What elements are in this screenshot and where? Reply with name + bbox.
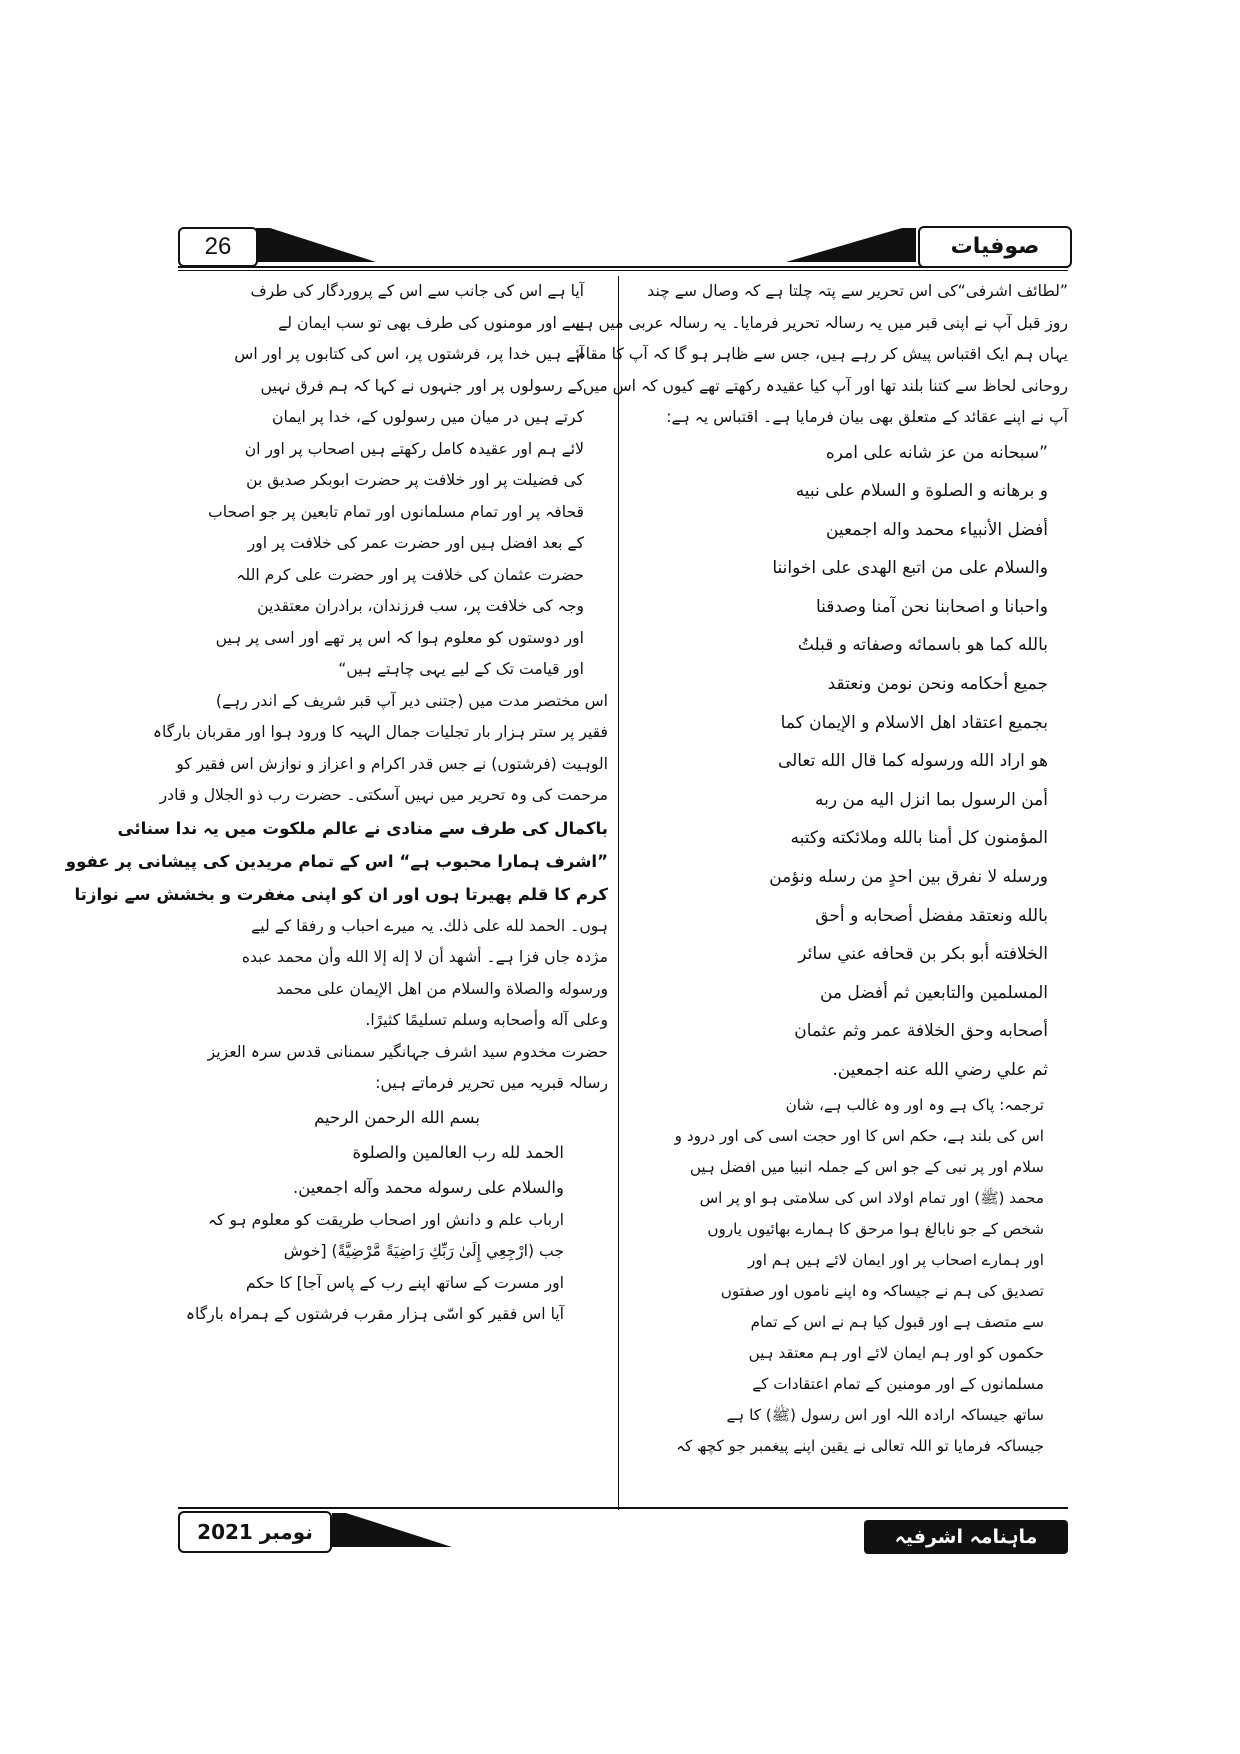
arabic-quote-line: ”سبحانه من عز شانه على امره [825,442,1048,463]
left-column [65,276,608,1331]
paragraph-line: کرتے ہیں در میان میں رسولوں کے، خدا پر ایمان [272,408,584,426]
section-title: صوفیات [918,226,1072,268]
paragraph-line: ارباب علم و دانش اور اصحاب طریقت کو معلوم ہو کہ [207,1210,564,1229]
translation-line: محمد (ﷺ) اور تمام اولاد اس کی سلامتی ہو او پر اس [699,1188,1044,1207]
paragraph-line: آیا ہے اس کی جانب سے اس کے پروردگار کی طرف [250,282,584,300]
page-number: 26 [178,227,258,267]
column-divider [618,276,619,1510]
paragraph-line: مرحمت کی وہ تحریر میں نہیں آسکتی۔ حضرت رب ذو الجلال و قادر [159,786,608,804]
arabic-quote-line: المسلمين والتابعين ثم أفضل من [819,982,1048,1003]
paragraph-line: آیا اس فقیر کو اسّی ہزار مقرب فرشتوں کے ہمراہ بارگاہ [185,1305,564,1323]
translation-line: ساتھ جیساکہ ارادہ اللہ اور اس رسول (ﷺ) کا ہے [726,1405,1044,1424]
paragraph-line: مژدہ جاں فزا ہے۔ أشهد أن لا إله إلا الله وأن محمد عبده [241,948,608,966]
arabic-quote-line: واحبانا و اصحابنا نحن آمنا وصدقنا [815,596,1048,617]
emphasized-line: باکمال کی طرف سے منادی نے عالم ملکوت میں یہ ندا سنائی [117,818,608,838]
paragraph-line: ہوں۔ الحمد لله على ذلك. یہ میرے احباب و رفقا کے لیے [251,916,608,935]
paragraph-line: سے اور مومنوں کی طرف بھی تو سب ایمان لے [278,313,584,332]
arabic-quote-line: بجميع اعتقاد اهل الاسلام و الإيمان كما [780,712,1048,733]
paragraph-line: قحافہ پر اور تمام مسلمانوں اور تمام تابعین پر جو اصحاب [208,502,584,521]
translation-line: سے متصف ہے اور قبول کیا ہم نے اس کے تمام [750,1312,1044,1331]
footer-left-arrow-icon [332,1513,452,1549]
emphasized-line: ”اشرف ہمارا محبوب ہے“ اس کے تمام مریدین کی پیشانی پر عفوو [65,851,608,871]
arabic-quote-line: ثم علي رضي الله عنه اجمعين. [832,1060,1048,1080]
translation-line: ترجمہ: پاک ہے وہ اور وہ غالب ہے، شان [785,1095,1044,1114]
paragraph-line: فقیر پر ستر ہزار بار تجلیات جمال الہیہ کا ورود ہوا اور مقربان بارگاہ [152,723,608,741]
arabic-quote-line: هو اراد الله ورسوله كما قال الله تعالى [777,751,1048,772]
footer-rule [178,1507,1068,1509]
header-rule-thin [178,270,1068,271]
arabic-quote-line: المؤمنون كل أمنا بالله وملائكته وكتبه [790,828,1048,849]
arabic-quote-line: جميع أحكامه ونحن نومن ونعتقد [827,674,1048,695]
translation-line: حکموں کو اور ہم ایمان لائے اور ہم معتقد ہیں [748,1343,1044,1362]
header-right-arrow-icon [786,228,916,264]
header-rule [178,266,1068,268]
translation-line: مسلمانوں کے اور مومنین کے تمام اعتقادات کے [752,1374,1044,1393]
issue-month: نومبر 2021 [178,1511,332,1553]
paragraph-line: آئے ہیں خدا پر، فرشتوں پر، اس کی کتابوں پر اور اس [234,345,584,363]
translation-line: اور ہمارے اصحاب پر اور ایمان لائے ہیں ہم اور [748,1250,1044,1269]
paragraph-line: وعلى آله وأصحابه وسلم تسليمًا كثيرًا. [365,1011,608,1029]
paragraph-line: رسالہ قبریہ میں تحریر فرماتے ہیں: [375,1074,608,1092]
translation-line: جیساکہ فرمایا تو اللہ تعالی نے یقین اپنے پیغمبر جو کچھ کہ [676,1436,1044,1455]
paragraph-line: وجہ کی خلافت پر، سب فرزندان، برادران معتقدین [257,597,584,615]
paragraph-line: کے بعد افضل ہیں اور حضرت عمر کی خلافت پر اور [247,534,584,552]
paragraph-line: الوہیت (فرشتوں) نے جس قدر اکرام و اعزاز و نوازش اس فقیر کو [176,754,608,773]
paragraph-line: حضرت مخدوم سید اشرف جہانگیر سمنانی قدس سرہ العزیز [207,1042,608,1061]
arabic-quote-line: أمن الرسول بما انزل اليه من ربه [814,789,1048,810]
paragraph-line: روحانی لحاظ سے کتنا بلند تھا اور آپ کیا عقیدہ رکھتے تھے کیوں کہ اس میں [582,376,1068,395]
arabic-quote-line: الخلافته أبو بكر بن قحافه عني سائر [798,944,1048,965]
arabic-quote-line: أفضل الأنبياء محمد واله اجمعين [825,519,1048,540]
paragraph-line: آپ نے اپنے عقائد کے متعلق بھی بیان فرمایا ہے۔ اقتباس یہ ہے: [666,408,1068,426]
emphasized-line: کرم کا قلم پھیرتا ہوں اور ان کو اپنی مغفرت و بخشش سے نوازتا [74,884,608,904]
paragraph-line: کی فضیلت پر اور خلافت پر حضرت ابوبکر صدیق بن [246,471,584,489]
arabic-quote-line: أصحابه وحق الخلافة عمر وثم عثمان [794,1021,1048,1042]
header-left-arrow-icon [256,228,376,264]
paragraph-line: لائے ہم اور عقیدہ کامل رکھتے ہیں اصحاب پر اور ان [244,439,584,458]
paragraph-line: جب (ارْجِعِي إِلَىٰ رَبِّكِ رَاضِيَةً مَّرْضِيَّةً) [خوش [283,1242,564,1260]
arabic-quote-line: بالله كما هو باسمائه وصفاته و قبلتُ [797,635,1048,656]
translation-line: شخص کے جو نابالغ ہوا مرحق کا ہمارے بھائیوں یاروں [707,1219,1044,1238]
basmala: بسم الله الرحمن الرحيم [314,1107,480,1127]
paragraph-line: حضرت عثمان کی خلافت پر اور حضرت علی کرم اللہ [236,565,584,584]
right-column [570,276,1068,1462]
translation-line: تصدیق کی ہم نے جیساکہ وہ اپنے ناموں اور صفتوں [720,1281,1044,1300]
paragraph-line: ورسوله والصلاة والسلام من اهل الإيمان على محمد [276,979,608,998]
arabic-quote-line: و برهانه و الصلوة و السلام على نبيه [795,481,1048,502]
arabic-quote-line: ورسله لا نفرق بين احدٍ من رسله ونؤمن [769,867,1048,888]
arabic-quote-line: بالله ونعتقد مفضل أصحابه و أحق [815,905,1048,926]
paragraph-line: ”لطائف اشرفی“کی اس تحریر سے پتہ چلتا ہے کہ وصال سے چند [647,282,1068,300]
translation-line: سلام اور پر نبی کے جو اس کے جملہ انبیا میں افضل ہیں [689,1157,1044,1176]
paragraph-line: اور دوستوں کو معلوم ہوا کہ اس پر تھے اور اسی پر ہیں [215,628,584,647]
arabic-line: والسلام على رسوله محمد وآله اجمعين. [292,1177,564,1197]
paragraph-line: یہاں ہم ایک اقتباس پیش کر رہے ہیں، جس سے ظاہر ہو گا کہ آپ کا مقام [575,345,1068,363]
translation-line: اس کی بلند ہے، حکم اس کا اور حجت اسی کی اور درود و [674,1126,1044,1145]
paragraph-line: اور قیامت تک کے لیے یہی چاہتے ہیں“ [338,660,584,678]
paragraph-line: کے رسولوں پر اور جنہوں نے کہا کہ ہم فرق نہیں [260,376,584,395]
magazine-name: ماہنامہ اشرفیہ [864,1520,1068,1554]
paragraph-line: اس مختصر مدت میں (جتنی دیر آپ قبر شریف کے اندر رہے) [215,691,608,710]
paragraph-line: روز قبل آپ نے اپنی قبر میں یہ رسالہ تحریر فرمایا۔ یہ رسالہ عربی میں ہے، [570,313,1068,332]
arabic-quote-line: والسلام على من اتبع الهدى على اخواننا [772,558,1048,579]
paragraph-line: اور مسرت کے ساتھ اپنے رب کے پاس آجا] کا حکم [245,1273,564,1292]
arabic-line: الحمد لله رب العالمين والصلوة [352,1142,564,1162]
